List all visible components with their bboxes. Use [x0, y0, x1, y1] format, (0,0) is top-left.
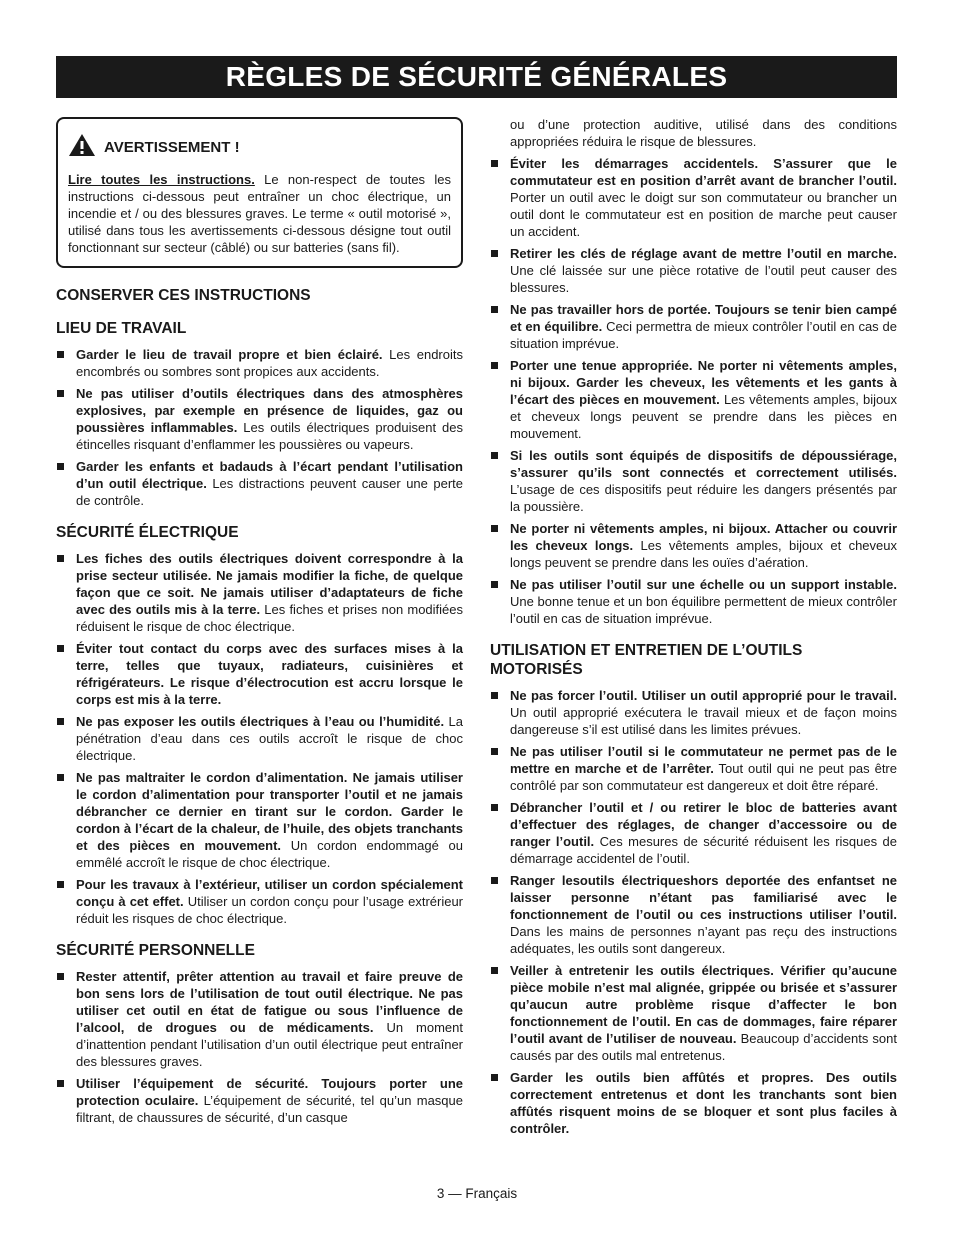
square-bullet-icon [57, 555, 64, 562]
item-text: Ces mesures de sécurité réduisent les risques de démarrage accidentel de l’outil. [510, 834, 898, 866]
list-item [490, 520, 897, 571]
item-bold-text: Les fiches des outils électriques doivent correspondre à la prise secteur utilisée. Ne jamais modifier la fiche, de quelque façon que ce soit. Ne jamais utiliser d’adaptateurs de fiche avec des outils mis à la terre. [76, 551, 463, 617]
list-item [490, 687, 897, 738]
utilisation-heading: UTILISATION ET ENTRETIEN DE L’OUTILS MOTORISÉS [490, 642, 803, 678]
square-bullet-icon [57, 718, 64, 725]
item-bold-text: Ne pas exposer les outils électriques à l’eau ou l’humidité. [76, 714, 445, 729]
square-bullet-icon [491, 748, 498, 755]
item-bold-text: Ne pas utiliser l’outil si le commutateur ne permet pas de le mettre en marche et de l’arrêter. [510, 744, 897, 776]
personnelle-list [56, 968, 463, 1126]
square-bullet-icon [491, 877, 498, 884]
item-bold-text: Retirer les clés de réglage avant de mettre l’outil en marche. [510, 246, 897, 261]
square-bullet-icon [491, 452, 498, 459]
warning-header [68, 133, 451, 161]
warning-lead: Lire toutes les instructions. [68, 172, 255, 187]
electrique-list [56, 550, 463, 927]
warning-body: Le non-respect de toutes les instructions ci-dessous peut entraîner un choc électrique, un incendie et / ou des blessures graves. Le terme « outil motorisé », utilisé dans tous les avertissements ci-dessous désigne tout outil fonctionnant sur secteur (câblé) ou sur batteries (sans fil). [68, 172, 451, 255]
item-bold-text: Pour les travaux à l’extérieur, utiliser un cordon spécialement conçu à cet effet. [76, 877, 463, 909]
list-item [490, 576, 897, 627]
square-bullet-icon [57, 351, 64, 358]
item-bold-text: Ne pas maltraiter le cordon d’alimentation. Ne jamais utiliser le cordon d’alimentation pour transporter l’outil et ne jamais débrancher ce dernier en tirant sur le cordon. Garder le cordon à l’écart de la chaleur, de l’huile, des objets tranchants et des pièces en mouvement. [76, 770, 463, 853]
item-text: Les vêtements amples, bijoux et cheveux longs peuvent se prendre dans les pièces en mouvement. [510, 392, 897, 441]
list-item [56, 769, 463, 871]
list-item [490, 872, 897, 957]
warning-text [68, 171, 451, 256]
square-bullet-icon [491, 306, 498, 313]
list-item [56, 346, 463, 380]
item-bold-text: Ne pas travailler hors de portée. Toujours se tenir bien campé et en équilibre. [510, 302, 897, 334]
lieu-list [56, 346, 463, 509]
item-text: Les distractions peuvent causer une perte de contrôle. [76, 476, 463, 508]
square-bullet-icon [57, 881, 64, 888]
square-bullet-icon [491, 525, 498, 532]
lieu-heading: LIEU DE TRAVAIL [56, 320, 187, 337]
list-item [490, 743, 897, 794]
list-item [490, 357, 897, 442]
conserver-heading: CONSERVER CES INSTRUCTIONS [56, 287, 311, 304]
item-text: Porter un outil avec le doigt sur son commutateur ou brancher un outil dont le commutateur est en position de marche peut causer un accident. [510, 190, 897, 239]
square-bullet-icon [57, 973, 64, 980]
list-item [56, 458, 463, 509]
item-bold-text: Ne pas utiliser d’outils électriques dans des atmosphères explosives, par exemple en présence de liquides, gaz ou poussières inflammables. [76, 386, 463, 435]
item-text: Les fiches et prises non modifiées réduisent le risque de choc électrique. [76, 602, 463, 634]
item-bold-text: Garder les enfants et badauds à l’écart pendant l’utilisation d’un outil électrique. [76, 459, 463, 491]
personnelle-list-continued [490, 155, 897, 627]
item-text: Dans les mains de personnes n’ayant pas reçu des instructions adéquates, les outils sont dangereux. [510, 924, 897, 956]
item-bold-text: Rester attentif, prêter attention au travail et faire preuve de bon sens lors de l’utilisation de tout outil électrique. Ne pas utiliser cet outil en état de fatigue ou sous l’influence de l’alcool, de drogues ou de médicaments. [76, 969, 463, 1035]
list-item [490, 301, 897, 352]
square-bullet-icon [491, 250, 498, 257]
list-item [490, 245, 897, 296]
square-bullet-icon [57, 390, 64, 397]
item-bold-text: Débrancher l’outil et / ou retirer le bloc de batteries avant d’effectuer des réglages, de changer d’accessoire ou de ranger l’outil. [510, 800, 897, 849]
item-bold-text: Éviter tout contact du corps avec des surfaces mises à la terre, telles que tuyaux, radiateurs, cuisinières et réfrigérateurs. Le risque d’électrocution est accru lorsque le corps est mis à la terre. [76, 641, 463, 707]
square-bullet-icon [491, 362, 498, 369]
list-item [490, 155, 897, 240]
list-item [56, 385, 463, 453]
square-bullet-icon [57, 463, 64, 470]
electrique-heading: SÉCURITÉ ÉLECTRIQUE [56, 524, 239, 541]
list-item [490, 1069, 897, 1137]
list-item [56, 1075, 463, 1126]
list-item [56, 550, 463, 635]
item-bold-text: Si les outils sont équipés de dispositifs de dépoussiérage, s’assurer qu’ils sont connectés et correctement utilisés. [510, 448, 897, 480]
item-text: Un cordon endommagé ou emmêlé accroît le risque de choc électrique. [76, 838, 464, 870]
item-text: L’usage de ces dispositifs peut réduire les dangers présentés par la poussière. [510, 482, 897, 514]
item-text: Tout outil qui ne peut pas être contrôlé par son commutateur est dangereux et doit être réparé. [510, 761, 897, 793]
item-text: Ceci permettra de mieux contrôler l’outil en cas de situation imprévue. [510, 319, 897, 351]
list-item [56, 713, 463, 764]
item-bold-text: Ne pas utiliser l’outil sur une échelle ou un support instable. [510, 577, 897, 592]
list-item [56, 640, 463, 708]
continuation-text: ou d’une protection auditive, utilisé dans des conditions appropriées réduira le risque de blessures. [510, 117, 897, 149]
item-text: Une bonne tenue et un bon équilibre permettent de mieux contrôler l’outil en cas de situation imprévue. [510, 594, 897, 626]
item-text: Les endroits encombrés ou sombres sont propices aux accidents. [76, 347, 463, 379]
square-bullet-icon [57, 1080, 64, 1087]
square-bullet-icon [491, 967, 498, 974]
item-text: Un moment d’inattention pendant l’utilisation d’un outil électrique peut entraîner des blessures graves. [76, 1020, 463, 1069]
item-bold-text: Ne pas forcer l’outil. Utiliser un outil approprié pour le travail. [510, 688, 897, 703]
square-bullet-icon [491, 581, 498, 588]
page-title: RÈGLES DE SÉCURITÉ GÉNÉRALES [56, 56, 897, 98]
list-item [56, 876, 463, 927]
square-bullet-icon [57, 645, 64, 652]
list-item [490, 799, 897, 867]
list-item [490, 962, 897, 1064]
utilisation-list [490, 687, 897, 1137]
item-bold-text: Ne porter ni vêtements amples, ni bijoux. Attacher ou couvrir les cheveux longs. [510, 521, 897, 553]
item-text: La pénétration d’eau dans ces outils accroît le risque de choc électrique. [76, 714, 463, 763]
list-item [56, 968, 463, 1070]
item-bold-text: Garder le lieu de travail propre et bien éclairé. [76, 347, 383, 362]
item-bold-text: Porter une tenue appropriée. Ne porter ni vêtements amples, ni bijoux. Garder les cheveux, les vêtements et les gants à l’écart des pièces en mouvement. [510, 358, 897, 407]
item-bold-text: Utiliser l’équipement de sécurité. Toujours porter une protection oculaire. [76, 1076, 463, 1108]
square-bullet-icon [491, 692, 498, 699]
item-text: Les vêtements amples, bijoux et cheveux longs peuvent se prendre dans les ouïes d’aération. [510, 538, 897, 570]
square-bullet-icon [491, 1074, 498, 1081]
item-text: Une clé laissée sur une pièce rotative de l’outil peut causer des blessures. [510, 263, 897, 295]
item-text: Beaucoup d’accidents sont causés par des outils mal entretenus. [510, 1031, 898, 1063]
square-bullet-icon [57, 774, 64, 781]
square-bullet-icon [491, 804, 498, 811]
left-column [56, 114, 463, 1131]
right-column [490, 116, 897, 1142]
page-footer: 3 — Français [436, 1186, 518, 1201]
item-bold-text: Ranger lesoutils électriqueshors deportée des enfantset ne laisser personne n’étant pas familiarisé avec le fonctionnement de l’outil ou ces instructions utiliser l’outil. [510, 873, 897, 922]
personnelle-heading: SÉCURITÉ PERSONNELLE [56, 942, 255, 959]
item-text: Un outil approprié exécutera le travail mieux et de façon moins dangereuse s’il est utilisé dans les limites prévues. [510, 705, 897, 737]
warning-title: AVERTISSEMENT ! [104, 138, 240, 156]
square-bullet-icon [491, 160, 498, 167]
item-text: L’équipement de sécurité, tel qu’un masque filtrant, de chaussures de sécurité, d’un casque [76, 1093, 463, 1125]
warning-triangle-icon [68, 133, 96, 161]
item-text: Utiliser un cordon conçu pour l’usage extrérieur réduit les risques de choc électrique. [76, 894, 464, 926]
item-bold-text: Veiller à entretenir les outils électriques. Vérifier qu’aucune pièce mobile n’est mal alignée, grippée ou brisée et s’assurer qu’aucun autre problème risque d’affecter le bon fonctionnement de l’outil. En cas de dommages, faire réparer l’outil avant de l’utiliser de nouveau. [510, 963, 897, 1046]
list-item [490, 447, 897, 515]
item-text: Les outils électriques produisent des étincelles risquant d’enflammer les poussières ou vapeurs. [76, 420, 463, 452]
warning-box [56, 117, 463, 268]
item-bold-text: Éviter les démarrages accidentels. S’assurer que le commutateur est en position d’arrêt avant de brancher l’outil. [510, 156, 897, 188]
item-bold-text: Garder les outils bien affûtés et propres. Des outils correctement entretenus et dont les tranchants sont bien affûtés risquent moins de se bloquer et sont plus faciles à contrôler. [510, 1070, 897, 1136]
